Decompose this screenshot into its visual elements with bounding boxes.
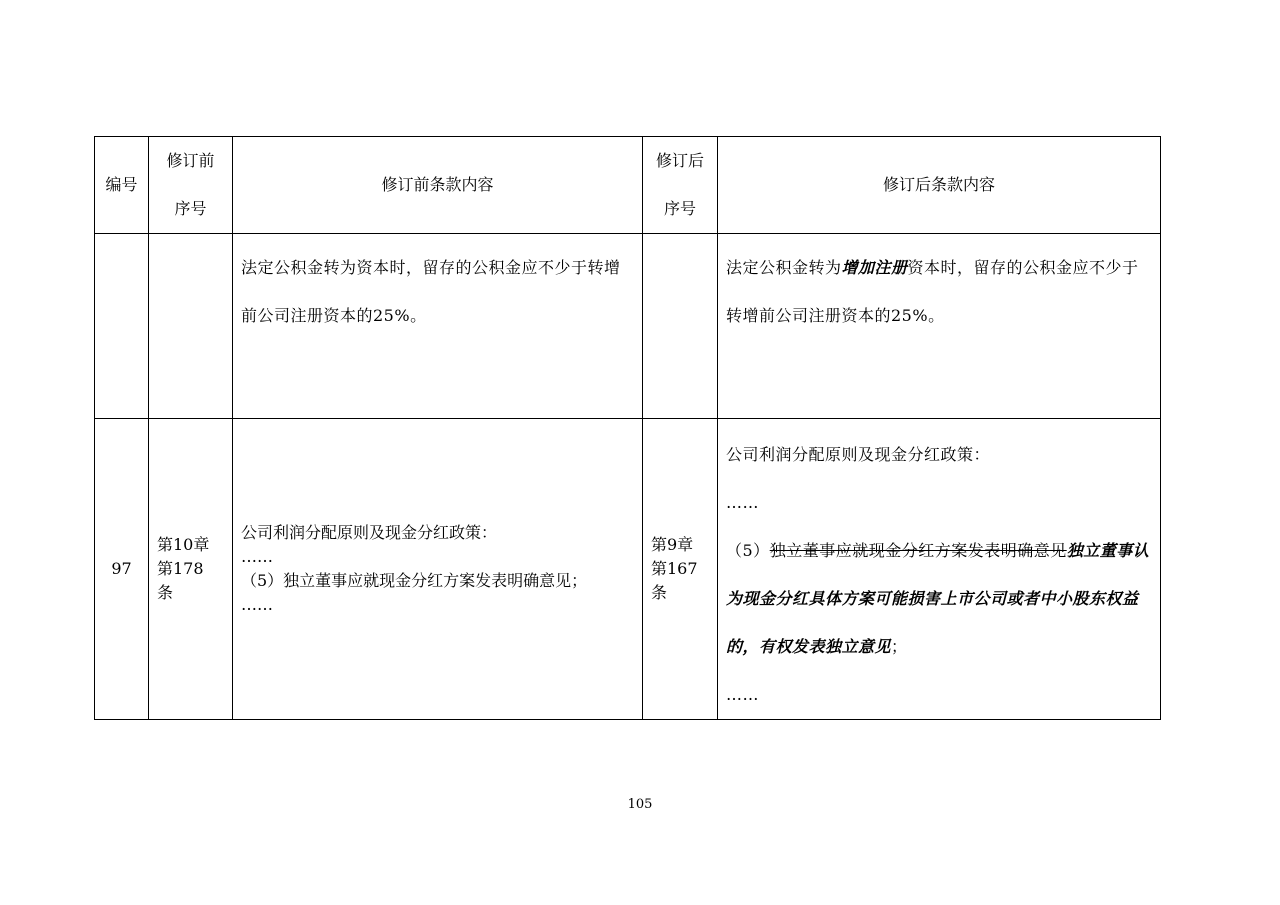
row-no-cell: 97 (95, 419, 149, 720)
header-after-seq-line1: 修订后 (655, 151, 704, 170)
header-before-seq-line2: 序号 (174, 199, 207, 218)
before-seq-line: 条 (157, 583, 174, 602)
deleted-text: 独立董事应就现金分红方案发表明确意见 (769, 541, 1067, 560)
after-text-suffix: 资本时，留存的公积金应不少于转增前公司注册资本的25%。 (726, 258, 1139, 325)
table-row (95, 419, 1161, 720)
row-before-seq-cell (149, 419, 233, 720)
row-before-seq-cell (149, 234, 233, 419)
item-suffix: ； (891, 637, 908, 656)
after-item-5 (726, 527, 1152, 671)
header-no: 编号 (95, 137, 149, 234)
before-line: …… (241, 547, 273, 566)
header-after-seq-line2: 序号 (663, 199, 696, 218)
after-seq-line: 条 (651, 583, 668, 602)
row-after-content-cell (718, 419, 1161, 720)
before-seq-line: 第178 (157, 559, 204, 578)
row-no-cell (95, 234, 149, 419)
row-after-content-cell (718, 234, 1161, 419)
after-text-prefix: 法定公积金转为 (726, 258, 842, 277)
header-before-content: 修订前条款内容 (233, 137, 643, 234)
after-seq-line: 第9章 (651, 535, 694, 554)
header-after-content: 修订后条款内容 (718, 137, 1161, 234)
after-line: …… (726, 493, 759, 512)
page-number: 105 (627, 797, 653, 812)
before-clause-text: 法定公积金转为资本时，留存的公积金应不少于转增前公司注册资本的25%。 (241, 258, 621, 325)
header-before-seq-line1: 修订前 (166, 151, 215, 170)
row-after-seq-cell (643, 234, 718, 419)
added-text: 增加注册 (841, 258, 908, 277)
added-text: 独立董事认为现金分红具体方案可能损害上市公司或者中小股东权益的，有权发表独立意见 (726, 541, 1150, 656)
before-line: …… (241, 595, 273, 614)
before-line: 公司利润分配原则及现金分红政策： (241, 523, 498, 542)
after-seq-line: 第167 (651, 559, 698, 578)
row-before-content-cell (233, 419, 643, 720)
table-row (95, 234, 1161, 419)
before-seq-line: 第10章 (157, 535, 210, 554)
revision-comparison-table (94, 136, 1161, 720)
header-before-seq (149, 137, 233, 234)
before-line: （5）独立董事应就现金分红方案发表明确意见； (241, 571, 588, 590)
row-after-seq-cell (643, 419, 718, 720)
header-after-seq (643, 137, 718, 234)
after-clause-text (726, 234, 1152, 340)
item-prefix: （5） (726, 541, 770, 560)
after-line: 公司利润分配原则及现金分红政策： (726, 445, 991, 464)
table-header-row (95, 137, 1161, 234)
row-before-content-cell (233, 234, 643, 419)
after-line: …… (726, 685, 759, 704)
